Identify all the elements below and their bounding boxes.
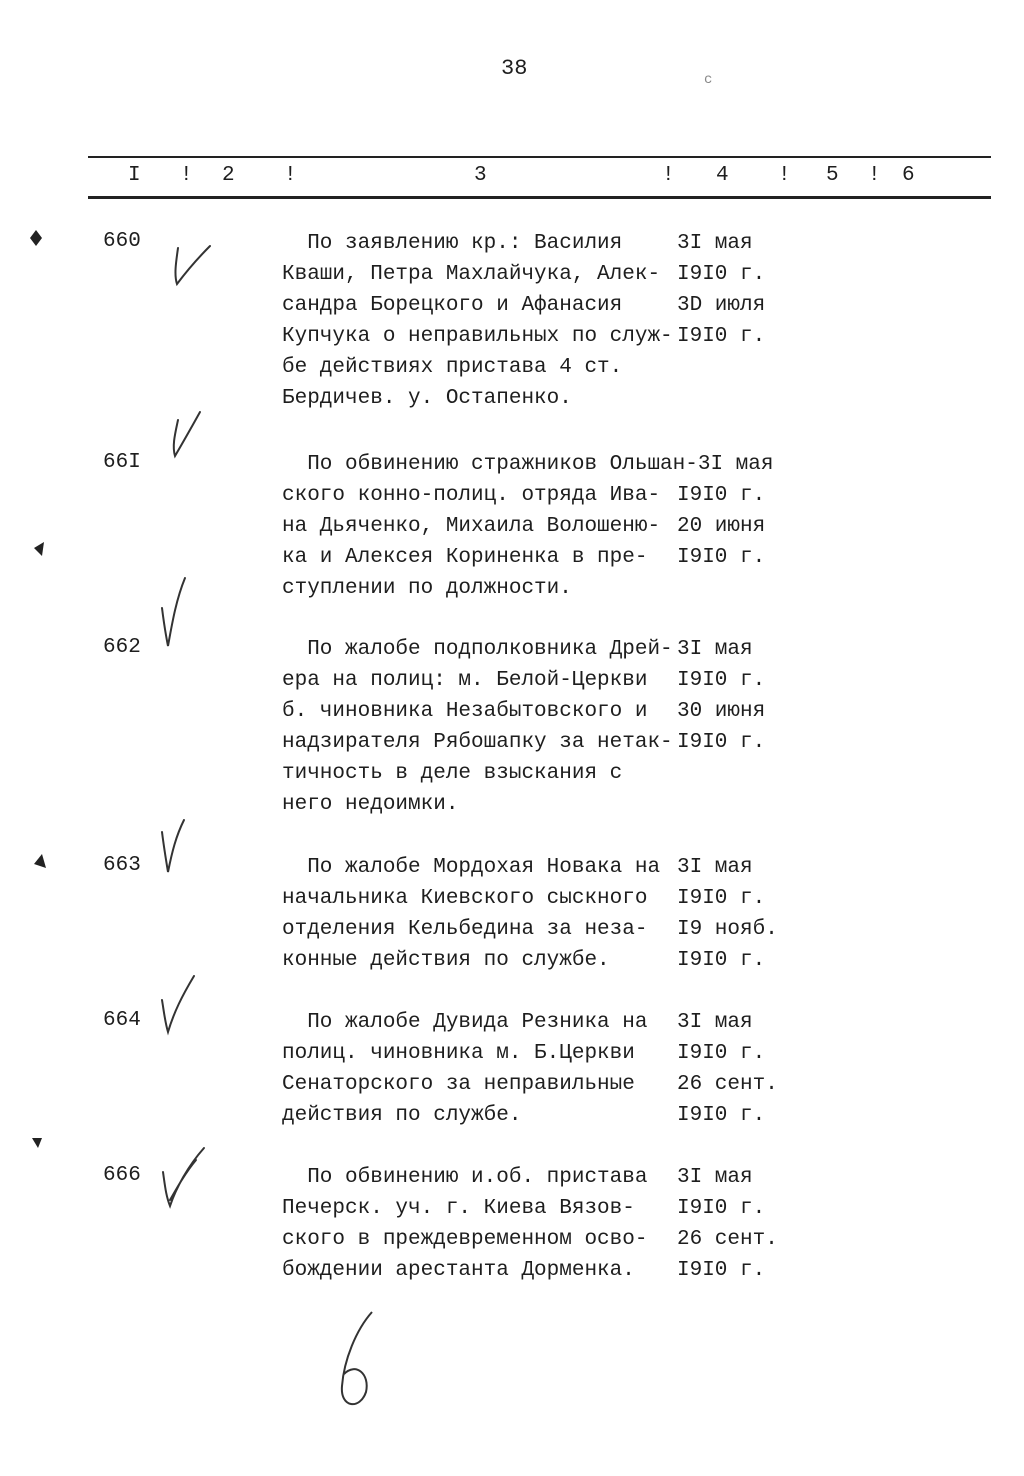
header-sep: ! [778, 164, 791, 187]
entry-date-line: I9I0 г. [677, 325, 766, 348]
stray-mark: ᴄ [704, 72, 713, 88]
check-icon-660 [175, 246, 210, 284]
header-col-6: 6 [902, 164, 915, 187]
handwritten-sheet-number [342, 1312, 372, 1404]
entry-text-line: Бердичев. у. Остапенко. [282, 387, 572, 410]
page-number: 38 [501, 56, 528, 81]
entry-number: 660 [103, 230, 141, 253]
header-col-2: 2 [222, 164, 235, 187]
entry-date-line: I9I0 г. [677, 1259, 766, 1282]
entry-number: 662 [103, 636, 141, 659]
entry-text-line: него недоимки. [282, 793, 459, 816]
entry-date-line: I9I0 г. [677, 1042, 766, 1065]
entry-text-line: отделения Кельбедина за неза- [282, 918, 648, 941]
entry-number: 664 [103, 1009, 141, 1032]
entry-text-line: надзирателя Рябошапку за нетак- [282, 731, 673, 754]
entry-date-line: I9I0 г. [677, 669, 766, 692]
entry-date-line: I9I0 г. [677, 1197, 766, 1220]
header-col-3: 3 [474, 164, 487, 187]
entry-text-line: Купчука о неправильных по служ- [282, 325, 673, 348]
entry-text-line: бе действиях пристава 4 ст. [282, 356, 623, 379]
entry-date-line: 3I мая [677, 1011, 753, 1034]
entry-text-line: тичность в деле взыскания с [282, 762, 623, 785]
entry-text-line: По заявлению кр.: Василия [282, 232, 623, 255]
entry-text-line: действия по службе. [282, 1104, 522, 1127]
entry-date-line: I9 нояб. [677, 918, 778, 941]
entry-number: 663 [103, 854, 141, 877]
entry-text-line: Кваши, Петра Махлайчука, Алек- [282, 263, 661, 286]
margin-mark-icon [34, 542, 44, 556]
margin-mark-icon [30, 230, 42, 246]
entry-date-line: I9I0 г. [677, 731, 766, 754]
entry-date-line: 3I мая [677, 856, 753, 879]
entry-text-line: Печерск. уч. г. Киева Вязов- [282, 1197, 635, 1220]
header-sep: ! [284, 164, 297, 187]
entry-date-line: I9I0 г. [677, 949, 766, 972]
entry-date-line: 26 сент. [677, 1228, 778, 1251]
margin-mark-icon [34, 854, 46, 868]
entry-date-line: I9I0 г. [677, 887, 766, 910]
entry-text-line: ского в преждевременном осво- [282, 1228, 648, 1251]
check-icon-666 [163, 1148, 204, 1206]
entry-date-line: I9I0 г. [677, 263, 766, 286]
entry-text-line: Сенаторского за неправильные [282, 1073, 635, 1096]
check-icon-661 [174, 412, 200, 456]
entry-text-line: По жалобе Мордохая Новака на [282, 856, 661, 879]
entry-date-line: I9I0 г. [677, 484, 766, 507]
header-col-5: 5 [826, 164, 839, 187]
entry-text-line: начальника Киевского сыскного [282, 887, 648, 910]
entry-text-line: По обвинению и.об. пристава [282, 1166, 648, 1189]
check-icon-663 [162, 820, 184, 872]
entry-text-line: ступлении по должности. [282, 577, 572, 600]
entry-text-line: ка и Алексея Кориненка в пре- [282, 546, 648, 569]
header-sep: ! [868, 164, 881, 187]
check-icon-664 [162, 976, 194, 1032]
entry-text-line: полиц. чиновника м. Б.Церкви [282, 1042, 635, 1065]
entry-date-line: 3I мая [677, 232, 753, 255]
entry-date-line: I9I0 г. [677, 1104, 766, 1127]
entry-date-line: 3I мая [697, 453, 774, 476]
entry-text-line: конные действия по службе. [282, 949, 610, 972]
entry-date-line: 3D июля [677, 294, 766, 317]
entry-number: 66I [103, 451, 141, 474]
header-sep: ! [180, 164, 193, 187]
entry-text-line: По жалобе Дувида Резника на [282, 1011, 648, 1034]
entry-text-line: ского конно-полиц. отряда Ива- [282, 484, 661, 507]
header-col-1: I [128, 164, 141, 187]
entry-text-line: ера на полиц: м. Белой-Церкви [282, 669, 648, 692]
entry-date-line: 3I мая [677, 1166, 753, 1189]
entry-text-line: По обвинению стражников Ольшан- [282, 453, 698, 476]
entry-date-line: 20 июня [677, 515, 766, 538]
entry-date-line: I9I0 г. [677, 546, 766, 569]
entry-text-line: на Дьяченко, Михаила Волошеню- [282, 515, 661, 538]
entry-date-line: 30 июня [677, 700, 766, 723]
margin-mark-icon [32, 1138, 42, 1148]
header-sep: ! [662, 164, 675, 187]
entry-text-line: По жалобе подполковника Дрей- [282, 638, 673, 661]
header-col-4: 4 [716, 164, 729, 187]
check-icon-662 [162, 578, 185, 646]
entry-date-line: 3I мая [677, 638, 753, 661]
entry-date-line: 26 сент. [677, 1073, 778, 1096]
entry-text-line: б. чиновника Незабытовского и [282, 700, 648, 723]
entry-text-line: сандра Борецкого и Афанасия [282, 294, 623, 317]
entry-text-line: бождении арестанта Дорменка. [282, 1259, 635, 1282]
entry-number: 666 [103, 1164, 141, 1187]
